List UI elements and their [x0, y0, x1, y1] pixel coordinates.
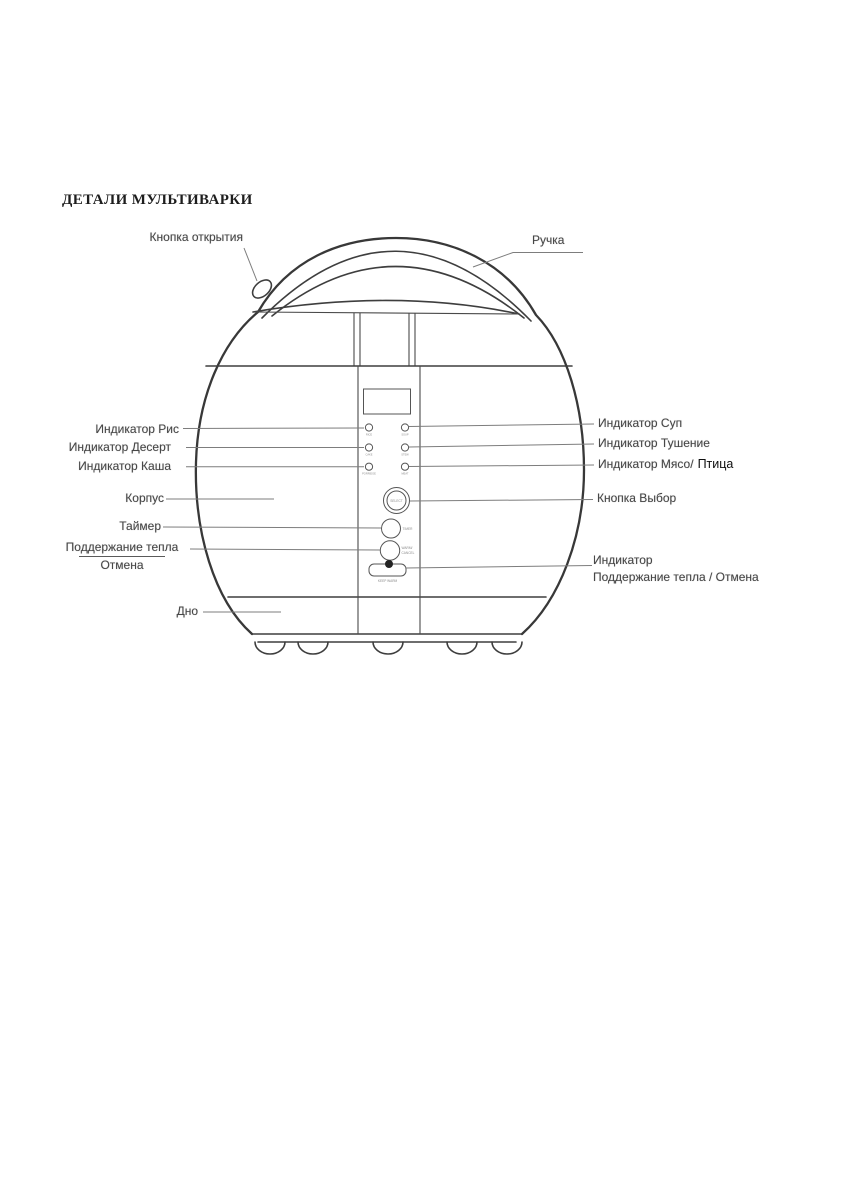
warm-cancel-caption-line2: CANCEL: [401, 551, 415, 555]
handle-opening-top-edge: [272, 266, 524, 318]
warm-cancel-button: [380, 541, 399, 560]
rice-led: [365, 424, 372, 431]
leader-warm-indicator: [406, 566, 592, 569]
page-title: ДЕТАЛИ МУЛЬТИВАРКИ: [62, 192, 253, 208]
control-panel: [358, 366, 420, 634]
leader-soup: [409, 424, 594, 427]
leader-timer: [163, 527, 381, 528]
label-open-button: Кнопка открытия: [149, 230, 243, 244]
cooker-foot: [298, 642, 328, 654]
cooker-body: [196, 238, 584, 654]
label-keep-warm: Поддержание тепла: [65, 540, 179, 554]
lid-stem-right: [409, 313, 415, 366]
label-keep-warm-cancel: [52, 541, 192, 572]
soup-led-caption: SOUP: [401, 433, 409, 437]
leader-open-button: [244, 248, 257, 281]
label-soup-indicator: Индикатор Суп: [598, 416, 683, 430]
warm-indicator-caption: KEEP WARM: [377, 579, 398, 583]
label-dessert-indicator: Индикатор Десерт: [68, 440, 171, 454]
label-warm-indicator-line2: Поддержание тепла / Отмена: [593, 570, 759, 584]
display-window: [364, 389, 411, 414]
select-button-caption: SELECT: [390, 499, 403, 503]
label-meat-suffix: Птица: [697, 457, 734, 471]
label-meat-prefix: Индикатор Мясо/: [598, 457, 694, 471]
cooker-foot: [255, 642, 285, 654]
label-handle: Ручка: [532, 233, 565, 247]
warm-indicator-dot: [385, 560, 393, 568]
leader-meat: [409, 465, 594, 467]
porridge-led: [365, 463, 372, 470]
timer-button: [382, 519, 401, 538]
leader-rice: [183, 428, 364, 429]
soup-led: [401, 424, 408, 431]
label-select-button: Кнопка Выбор: [597, 491, 677, 505]
cake-led-caption: CAKE: [365, 453, 373, 457]
handle-inner-edge: [262, 251, 531, 321]
base-plate: [252, 634, 522, 642]
porridge-led-caption: PORRIDGE: [362, 472, 376, 476]
label-stew-indicator: Индикатор Тушение: [598, 436, 710, 450]
stew-led: [401, 444, 408, 451]
label-bottom: Дно: [176, 604, 198, 618]
label-warm-indicator: [593, 552, 759, 586]
warm-cancel-caption-line1: WARM/: [401, 546, 413, 550]
label-timer: Таймер: [119, 519, 161, 533]
meat-led-caption: MEAT: [401, 472, 409, 476]
label-warm-indicator-line1: Индикатор: [593, 553, 653, 567]
label-rice-indicator: Индикатор Рис: [95, 422, 179, 436]
label-porridge-indicator: Индикатор Каша: [78, 459, 171, 473]
lid-stem-left: [354, 313, 360, 366]
fraction-rule: [79, 556, 165, 557]
label-meat-indicator: [598, 458, 733, 471]
timer-button-caption: TIMER: [402, 527, 413, 531]
cake-led: [365, 444, 372, 451]
leader-select: [410, 500, 593, 502]
label-cancel: Отмена: [100, 558, 144, 572]
cooker-foot: [373, 642, 403, 654]
cooker-foot: [447, 642, 477, 654]
label-body: Корпус: [125, 491, 164, 505]
open-button-bump: [249, 276, 275, 301]
lid-edge-line: [253, 312, 519, 314]
leader-keep-warm-cancel: [190, 549, 380, 550]
meat-led: [401, 463, 408, 470]
rice-led-caption: RICE: [365, 433, 373, 437]
leader-stew: [409, 444, 594, 447]
cooker-foot: [492, 642, 522, 654]
stew-led-caption: STEW: [401, 453, 409, 457]
